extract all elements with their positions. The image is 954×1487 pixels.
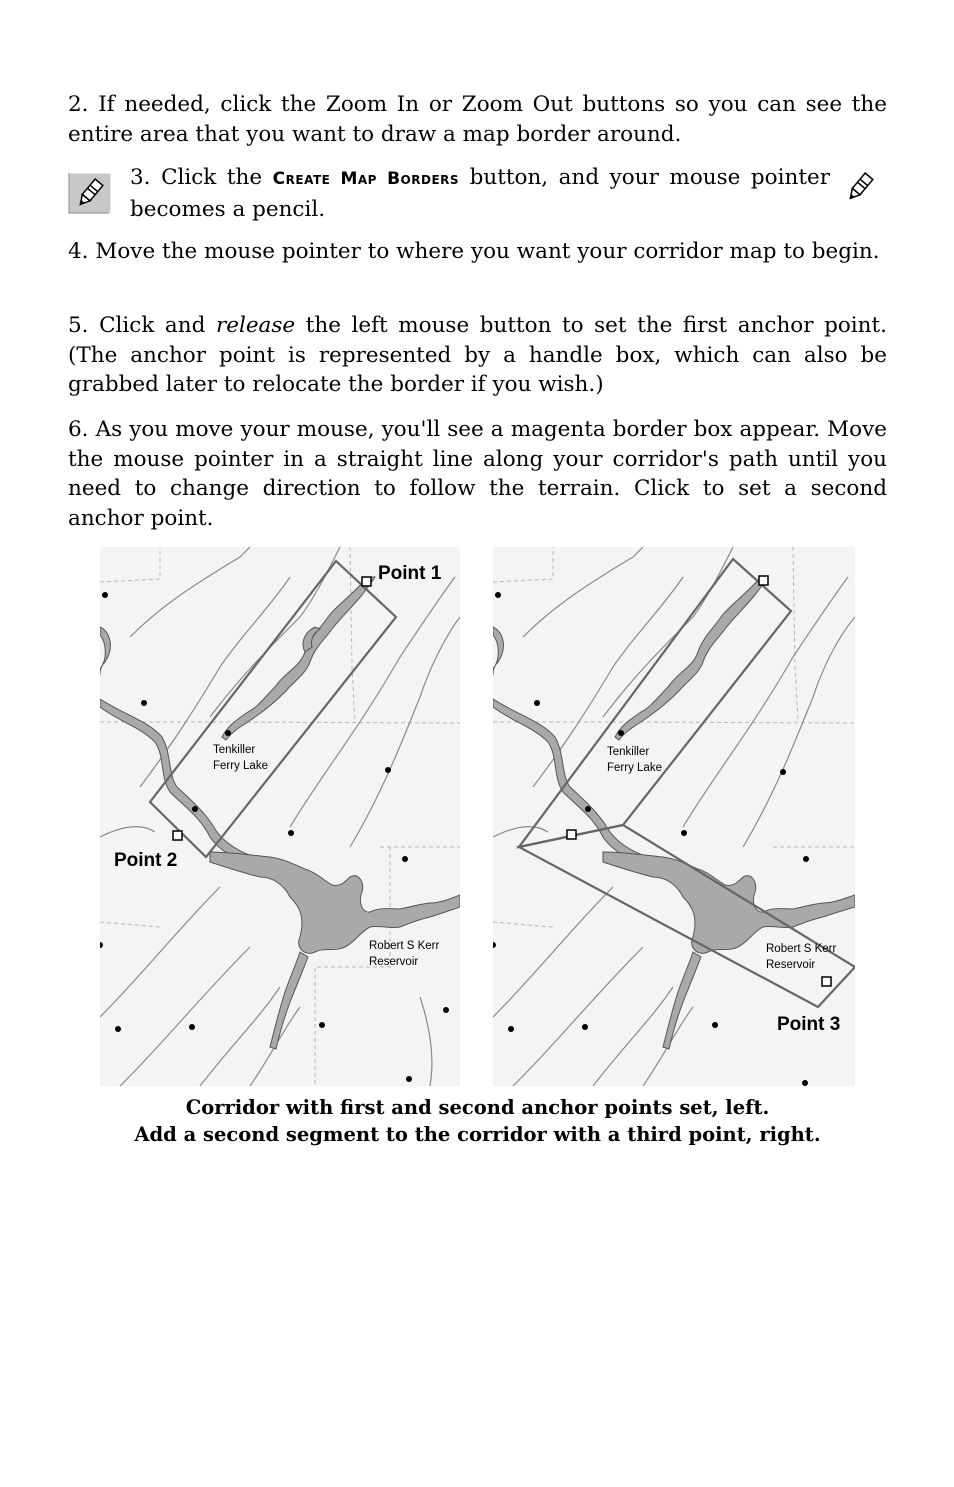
step-3-suffix: button, and your mouse pointer becomes a pencil. — [130, 165, 830, 222]
tenkiller-label-line1: Tenkiller — [213, 744, 256, 756]
step-2-text: 2. If needed, click the Zoom In or Zoom Out buttons so you can see the entire area that you want to draw a map border around. — [68, 92, 887, 147]
tenkiller-label-line2: Ferry Lake — [213, 760, 268, 772]
pencil-cursor-icon — [838, 166, 882, 208]
step-3-text — [130, 163, 830, 224]
figure-caption — [68, 1094, 887, 1148]
step-6-text: 6. As you move your mouse, you'll see a magenta border box appear. Move the mouse pointer in a straight line along your corridor's path until you need to change direction to follow the terrain. Click to set a second anchor point. — [68, 417, 887, 531]
create-map-borders-label: Create Map Borders — [272, 169, 460, 189]
caption-line-2: Add a second segment to the corridor with a third point, right. — [134, 1123, 821, 1146]
kerr-label-line2: Reservoir — [766, 959, 816, 971]
anchor-handle-point1 — [362, 577, 371, 586]
point2-label: Point 2 — [114, 850, 178, 871]
step-3-prefix: 3. Click the — [130, 165, 263, 190]
tenkiller-label-line1: Tenkiller — [607, 746, 650, 758]
kerr-label-line2: Reservoir — [369, 956, 419, 968]
step-4-text: 4. Move the mouse pointer to where you want your corridor map to begin. — [68, 239, 880, 264]
kerr-label-line1: Robert S Kerr — [369, 940, 440, 952]
step-5-emphasis: release — [215, 313, 296, 338]
step-5-prefix: 5. Click and — [68, 313, 206, 338]
step-5-suffix: the left mouse button to set the first anchor point. (The anchor point is represented by a handle box, which can also be grabbed later to relocate the border if you wish.) — [68, 313, 887, 397]
left-map-image — [100, 547, 460, 1086]
anchor-handle-point1 — [759, 576, 768, 585]
create-map-borders-button-icon — [68, 172, 112, 214]
anchor-handle-point2 — [567, 830, 576, 839]
point1-label: Point 1 — [378, 563, 442, 584]
anchor-handle-point3 — [822, 977, 831, 986]
caption-line-1: Corridor with first and second anchor points set, left. — [185, 1096, 770, 1119]
right-map-image — [493, 547, 855, 1086]
tenkiller-label-line2: Ferry Lake — [607, 762, 662, 774]
step-5-text — [68, 311, 887, 400]
anchor-handle-point2 — [173, 831, 182, 840]
kerr-label-line1: Robert S Kerr — [766, 943, 837, 955]
point3-label: Point 3 — [777, 1014, 841, 1035]
